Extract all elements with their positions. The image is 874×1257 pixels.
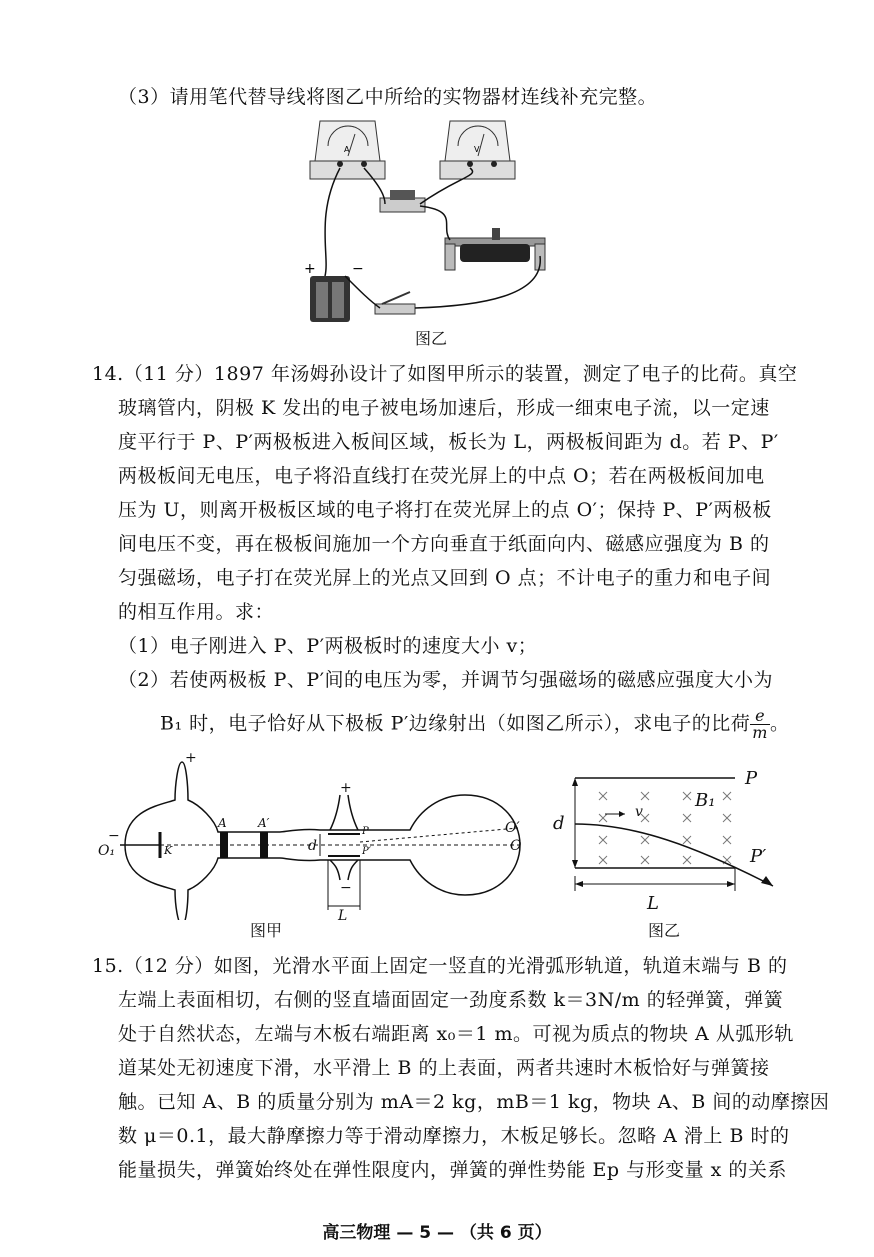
q15-line-4: 道某处无初速度下滑，水平滑上 B 的上表面，两者共速时木板恰好与弹簧接 xyxy=(118,1057,770,1079)
battery-minus: − xyxy=(352,261,364,277)
q14-line-6: 间电压不变，再在极板间施加一个方向垂直于纸面向内、磁感应强度为 B 的 xyxy=(118,533,770,555)
voltmeter xyxy=(440,121,515,179)
circuit-figure xyxy=(300,116,550,330)
thomson-tube-figure xyxy=(90,750,550,920)
deflection-figure-caption: 图乙 xyxy=(648,921,681,940)
q15-line-1: 15.（12 分）如图，光滑水平面上固定一竖直的光滑弧形轨道，轨道末端与 B 的 xyxy=(92,955,788,977)
label-O1: O₁ xyxy=(98,843,116,859)
e-over-m-fraction xyxy=(750,708,770,741)
deflect-label-P: P xyxy=(745,768,758,789)
label-L: L xyxy=(338,908,348,920)
label-P: P xyxy=(362,826,369,837)
q15-line-2: 左端上表面相切，右侧的竖直墙面固定一劲度系数 k＝3N/m 的轻弹簧，弹簧 xyxy=(118,989,784,1011)
frac-numerator: e xyxy=(750,708,770,725)
label-O: O xyxy=(510,838,522,854)
deflect-label-d: d xyxy=(553,813,565,834)
ammeter-label: A xyxy=(344,145,350,154)
page-footer: 高三物理 — 5 — （共 6 页） xyxy=(322,1223,552,1243)
q14-sub2-cont xyxy=(160,708,789,741)
q14-line-2: 玻璃管内，阴极 K 发出的电子被电场加速后，形成一细束电子流，以一定速 xyxy=(118,397,770,419)
voltmeter-label: V xyxy=(474,145,480,154)
circuit-figure-caption: 图乙 xyxy=(415,329,448,348)
q14-sub2: （2）若使两极板 P、P′间的电压为零，并调节匀强磁场的磁感应强度大小为 xyxy=(118,669,774,691)
q14-line-5: 压为 U，则离开极板区域的电子将打在荧光屏上的点 O′；保持 P、P′两极板 xyxy=(118,499,772,521)
label-K: K xyxy=(164,844,173,857)
deflect-label-v: v xyxy=(635,804,643,820)
tube-plus-2: + xyxy=(340,780,352,796)
q14-line-7: 匀强磁场，电子打在荧光屏上的光点又回到 O 点；不计电子的重力和电子间 xyxy=(118,567,772,589)
q14-line-8: 的相互作用。求： xyxy=(118,601,275,623)
frac-denominator: m xyxy=(752,723,768,742)
q14-line-3: 度平行于 P、P′两极板进入板间区域，板长为 L，两极板间距为 d。若 P、P′ xyxy=(118,431,779,453)
tube-figure-caption: 图甲 xyxy=(250,921,283,940)
deflect-label-P-prime: P′ xyxy=(750,846,767,867)
label-O-prime: O′ xyxy=(505,820,520,836)
label-A: A xyxy=(218,816,227,830)
battery xyxy=(304,261,364,322)
label-d: d xyxy=(308,838,317,854)
resistor xyxy=(380,190,425,212)
q14-sub2-suffix: 。 xyxy=(769,712,790,735)
q15-line-3: 处于自然状态，左端与木板右端距离 x₀＝1 m。可视为质点的物块 A 从弧形轨 xyxy=(118,1023,794,1045)
tube-minus-1: − xyxy=(108,828,120,844)
deflect-label-B1: B₁ xyxy=(695,790,716,811)
q15-line-5: 触。已知 A、B 的质量分别为 mA＝2 kg，mB＝1 kg，物块 A、B 间的动摩擦因 xyxy=(118,1091,830,1113)
tube-plus-1: + xyxy=(185,750,197,766)
magnetic-deflection-figure xyxy=(545,766,795,916)
q14-sub2-prefix: B₁ 时，电子恰好从下极板 P′边缘射出（如图乙所示），求电子的比荷 xyxy=(160,712,751,735)
label-P-prime: P′ xyxy=(362,846,371,857)
ammeter xyxy=(310,121,385,179)
q15-line-7: 能量损失，弹簧始终处在弹性限度内，弹簧的弹性势能 Ep 与形变量 x 的关系 xyxy=(118,1159,787,1181)
q15-line-6: 数 μ＝0.1，最大静摩擦力等于滑动摩擦力，木板足够长。忽略 A 滑上 B 时的 xyxy=(118,1125,790,1147)
q14-sub1: （1）电子刚进入 P、P′两极板时的速度大小 v； xyxy=(118,635,538,657)
q14-line-1: 14.（11 分）1897 年汤姆孙设计了如图甲所示的装置，测定了电子的比荷。真空 xyxy=(92,363,798,385)
battery-plus: + xyxy=(304,261,316,277)
q14-line-4: 两极板间无电压，电子将沿直线打在荧光屏上的中点 O；若在两极板间加电 xyxy=(118,465,765,487)
rheostat xyxy=(445,228,545,270)
switch xyxy=(375,292,415,314)
deflect-label-L: L xyxy=(647,893,659,914)
tube-minus-2: − xyxy=(340,880,352,896)
label-A-prime: A′ xyxy=(258,816,270,830)
q13-part3-text: （3）请用笔代替导线将图乙中所给的实物器材连线补充完整。 xyxy=(118,86,658,108)
